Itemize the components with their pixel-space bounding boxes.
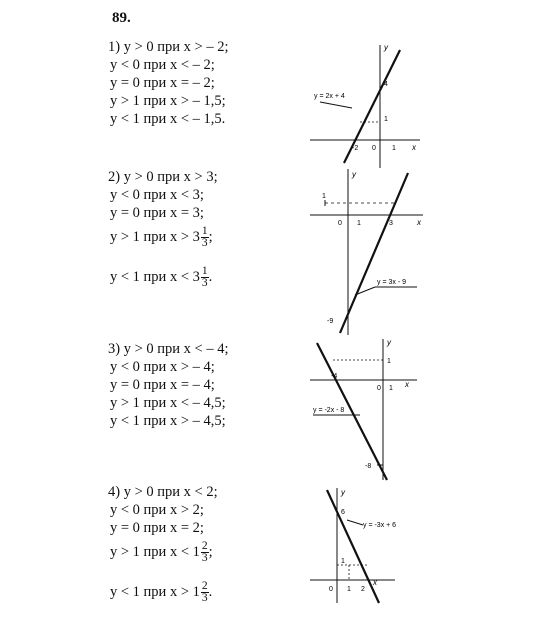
- part-3-line-3: y = 0 при x = – 4;: [110, 377, 215, 393]
- tick-label: -8: [365, 463, 372, 470]
- tick-label: 1: [341, 558, 345, 565]
- part-3-text: [108, 340, 228, 430]
- part-4-line-5: y < 1 при x > 1 $\frac{2}{3}$ .: [110, 580, 213, 605]
- part-2-line-1: 2) y > 0 при x > 3;: [108, 169, 218, 185]
- tick-label: 1: [392, 145, 396, 152]
- part-4-line-1: 4) y > 0 при x < 2;: [108, 484, 218, 500]
- problem-number: 89.: [112, 10, 131, 26]
- tick-label: 4: [384, 81, 388, 88]
- tick-label: 0: [329, 586, 333, 593]
- part-3-line-5: y < 1 при x > – 4,5;: [110, 413, 226, 429]
- y-label: y: [341, 488, 345, 497]
- part-1-line-2: y < 0 при x < – 2;: [110, 57, 215, 73]
- tick-label: -9: [327, 318, 334, 325]
- part-1-line-5: y < 1 при x < – 1,5.: [110, 111, 226, 127]
- tick-label: 2: [361, 586, 365, 593]
- fraction: $\frac{2}{3}$: [201, 540, 208, 565]
- label-leader: [320, 102, 352, 108]
- y-label: y: [384, 43, 388, 52]
- part-4-line-3: y = 0 при x = 2;: [110, 520, 204, 536]
- part-3-line-2: y < 0 при x > – 4;: [110, 359, 215, 375]
- tick-label: 1: [347, 586, 351, 593]
- part-2-text: [108, 168, 218, 292]
- graph-1: [300, 40, 430, 170]
- label-leader: [347, 520, 363, 525]
- graph-2: [305, 165, 430, 337]
- graph-4: [305, 485, 430, 605]
- tick-label: 1: [357, 220, 361, 227]
- fraction: $\frac{1}{3}$: [201, 265, 208, 290]
- y-label: y: [387, 338, 391, 347]
- tick-label: 1: [387, 358, 391, 365]
- tick-label: 0: [372, 145, 376, 152]
- y-label: y: [352, 170, 356, 179]
- part-4-text: [108, 483, 218, 607]
- tick-label: -4: [331, 373, 338, 380]
- x-label: x: [417, 218, 421, 227]
- part-3-line-4: y > 1 при x < – 4,5;: [110, 395, 226, 411]
- graph-3: [305, 335, 430, 483]
- tick-label: 1: [389, 385, 393, 392]
- tick-label: -2: [352, 145, 359, 152]
- formula-label: y = -2x - 8: [313, 407, 345, 414]
- function-line: [340, 173, 408, 333]
- formula-label: y = -3x + 6: [363, 522, 397, 529]
- fraction: $\frac{1}{3}$: [201, 225, 208, 250]
- part-3-line-1: 3) y > 0 при x < – 4;: [108, 341, 229, 357]
- part-1-line-4: y > 1 при x > – 1,5;: [110, 93, 226, 109]
- tick-label: 0: [338, 220, 342, 227]
- function-line: [327, 490, 379, 603]
- formula-label: y = 2x + 4: [314, 93, 345, 100]
- tick-label: 1: [384, 116, 388, 123]
- tick-label: 6: [341, 509, 345, 516]
- part-1-line-3: y = 0 при x = – 2;: [110, 75, 215, 91]
- tick-label: 3: [389, 220, 393, 227]
- fraction: $\frac{2}{3}$: [201, 580, 208, 605]
- x-label: x: [412, 143, 416, 152]
- tick-label: 0: [377, 385, 381, 392]
- part-1-line-1: 1) y > 0 при x > – 2;: [108, 39, 229, 55]
- part-4-line-4: y > 1 при x < 1 $\frac{2}{3}$ ;: [110, 540, 213, 565]
- part-1-text: [108, 38, 228, 128]
- part-4-line-2: y < 0 при x > 2;: [110, 502, 204, 518]
- part-2-line-2: y < 0 при x < 3;: [110, 187, 204, 203]
- part-2-line-5: y < 1 при x < 3 $\frac{1}{3}$ .: [110, 265, 213, 290]
- formula-label: y = 3x - 9: [377, 279, 406, 286]
- x-label: x: [405, 380, 409, 389]
- tick-label: 1: [322, 193, 326, 200]
- x-label: x: [373, 578, 377, 587]
- part-2-line-4: y > 1 при x > 3 $\frac{1}{3}$ ;: [110, 225, 213, 250]
- part-2-line-3: y = 0 при x = 3;: [110, 205, 204, 221]
